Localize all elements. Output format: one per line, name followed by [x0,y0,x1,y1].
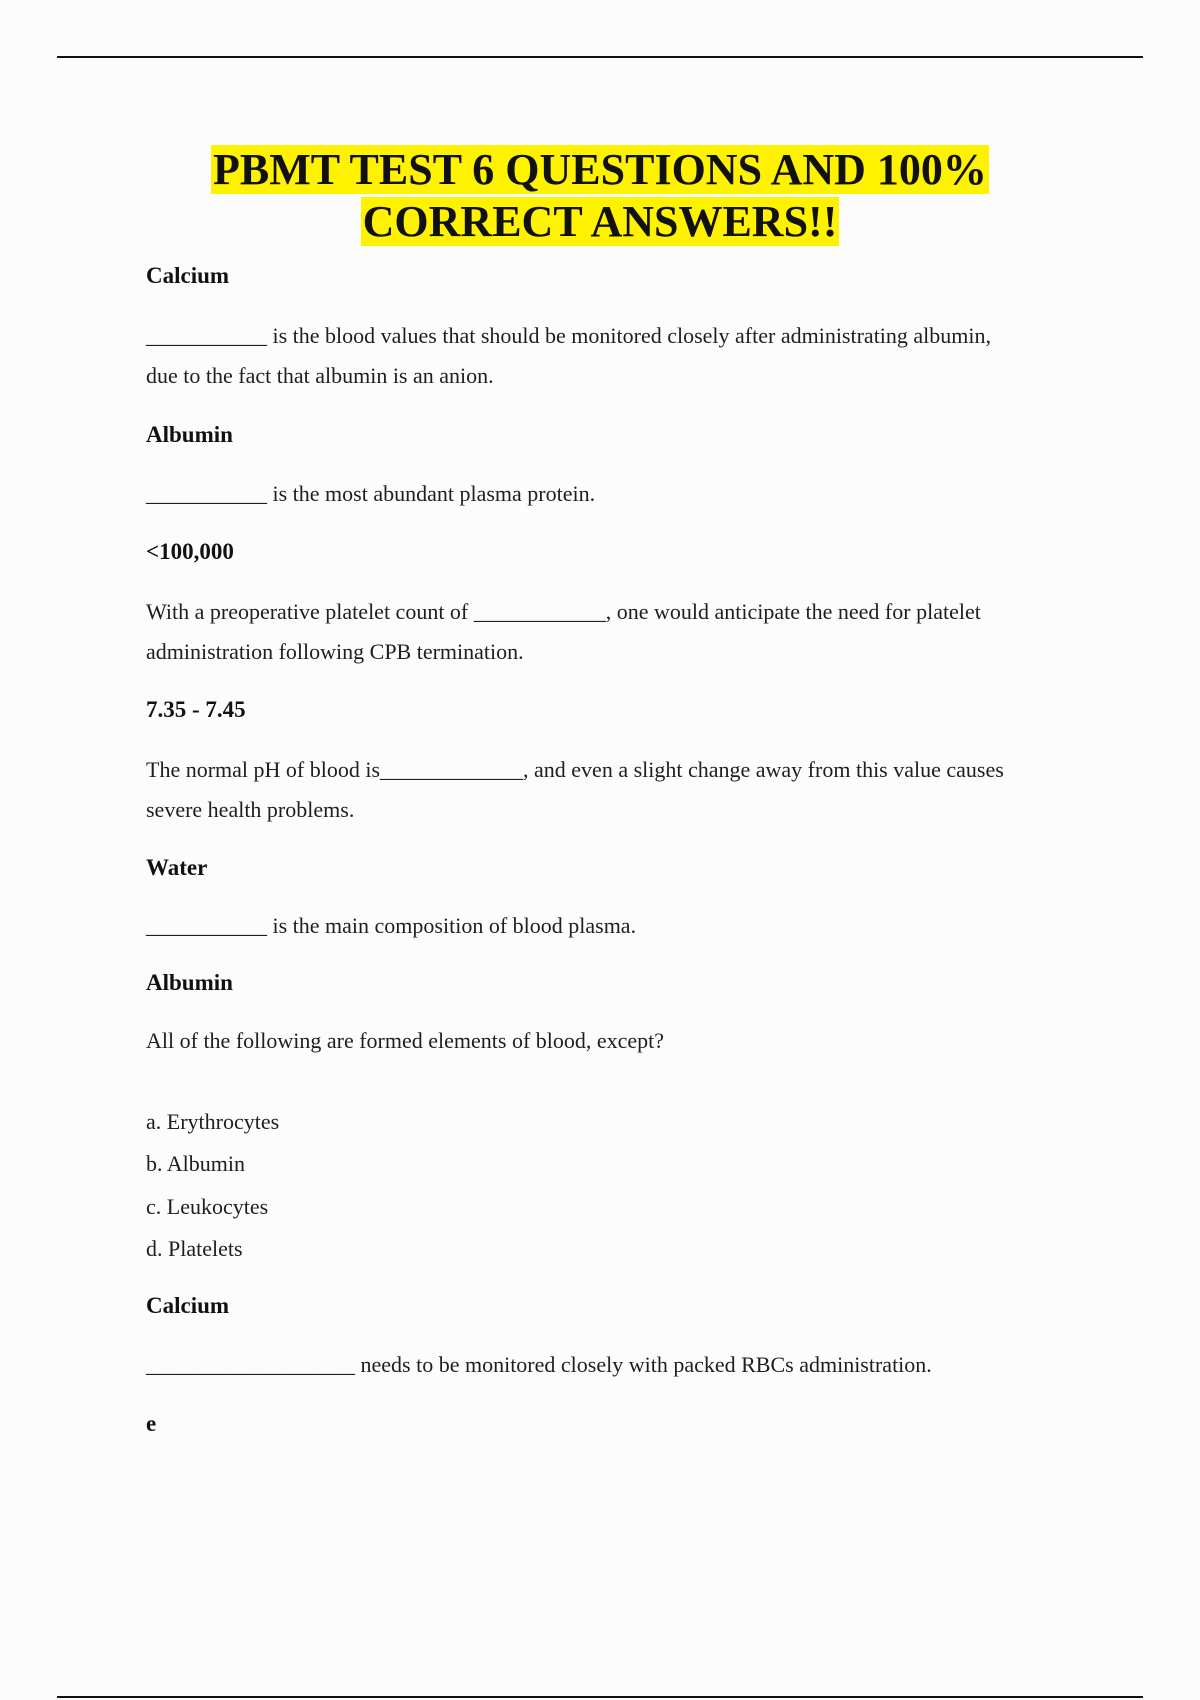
question-line: severe health problems. [146,797,355,822]
question-text [146,316,991,396]
question-text [146,474,595,514]
page-title [0,144,1200,248]
answer-label: e [146,1411,157,1436]
question-line: ___________ is the most abundant plasma protein. [146,481,596,506]
question-line: ___________ is the blood values that should be monitored closely after administrating albumin, [146,323,992,348]
question-text [146,1345,932,1385]
answer-label: Albumin [146,970,233,995]
question-line: ___________________ needs to be monitored closely with packed RBCs administration. [146,1352,932,1377]
title-line-1: PBMT TEST 6 QUESTIONS AND 100% [213,145,987,194]
answer-label: <100,000 [146,539,234,564]
question-text [146,906,636,946]
option-item: c. Leukocytes [146,1194,269,1219]
answer-label: Calcium [146,263,230,288]
bottom-rule [57,1696,1143,1698]
top-rule [57,56,1143,58]
answer-label: Calcium [146,1293,230,1318]
option-item: d. Platelets [146,1236,243,1261]
question-line: The normal pH of blood is_____________, and even a slight change away from this value causes [146,757,1004,782]
title-line-2: CORRECT ANSWERS!! [362,197,838,246]
option-item: a. Erythrocytes [146,1109,280,1134]
question-line: With a preoperative platelet count of ____________, one would anticipate the need for platelet [146,599,981,624]
answer-label: Water [146,855,208,880]
question-text [146,750,1004,830]
question-line: All of the following are formed elements of blood, except? [146,1028,665,1053]
question-line: ___________ is the main composition of blood plasma. [146,913,637,938]
answer-label: 7.35 - 7.45 [146,697,246,722]
option-item: b. Albumin [146,1151,246,1176]
question-text [146,592,981,672]
question-line: due to the fact that albumin is an anion. [146,363,494,388]
question-line: administration following CPB termination. [146,639,524,664]
question-text [146,1021,664,1061]
answer-label: Albumin [146,422,233,447]
